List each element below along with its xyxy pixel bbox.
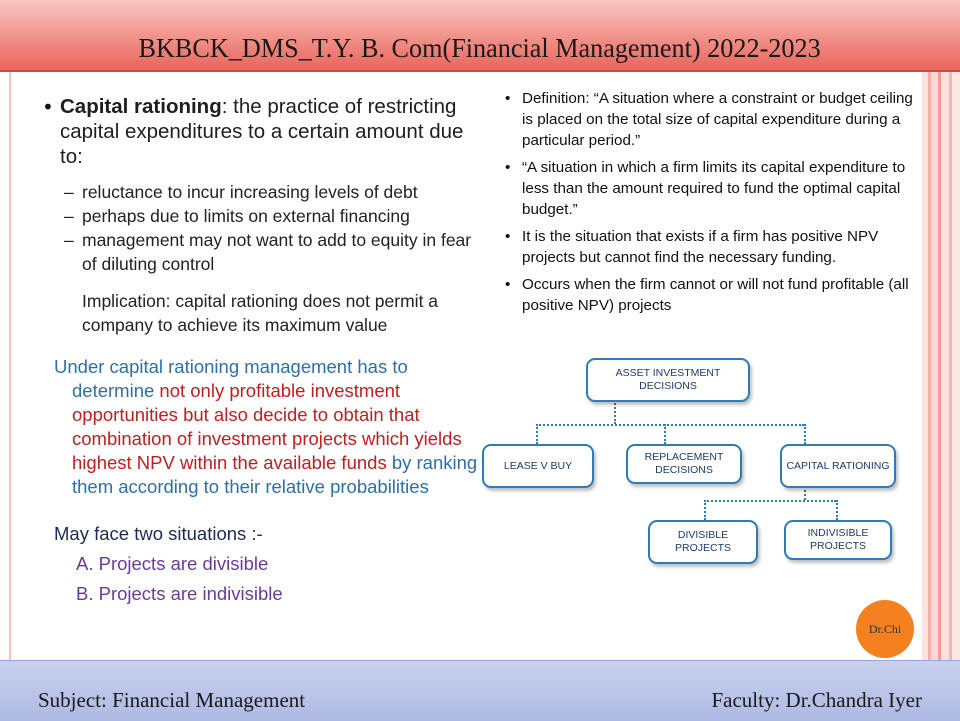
under-text-blue-3: by ranking them according to their relative probabilities [72,452,478,497]
reason-text: perhaps due to limits on external financing [82,206,410,226]
divisible-projects-node: DIVISIBLE PROJECTS [648,520,758,564]
connector-indivisible [836,500,838,520]
dash-marker: – [64,182,74,202]
slide-title-text: BKBCK_DMS_T.Y. B. Com(Financial Management) 2022-2023 [138,33,822,63]
definition-text: Occurs when the firm cannot or will not fund profitable (all positive NPV) projects [522,276,909,314]
connector-level2-bar [704,500,836,502]
footer-faculty: Faculty: Dr.Chandra Iyer [711,688,922,712]
bullet-marker: • [505,159,511,176]
list-item [64,204,484,228]
reason-text: reluctance to incur increasing levels of debt [82,182,418,202]
reason-text: management may not want to add to equity in fear of diluting control [82,230,472,274]
list-item [64,228,484,276]
reasons-list [64,180,484,276]
may-face-heading: May face two situations :- [54,523,263,544]
capital-rationing-term: Capital rationing [60,95,222,118]
dash-marker: – [64,230,74,250]
bullet-marker: • [505,228,511,245]
definition-text: It is the situation that exists if a firm has positive NPV projects but cannot find the necessary funding. [522,228,879,266]
implication-text: Implication: capital rationing does not permit a company to achieve its maximum value [82,291,439,335]
under-indent-block [54,379,479,499]
list-item [504,157,916,220]
situation-a: A. Projects are divisible [76,553,269,574]
under-capital-rationing-paragraph [54,355,479,499]
list-item [504,88,916,151]
capital-rationing-definition [60,94,480,169]
bullet-marker: • [505,276,511,293]
connector-lease [536,424,538,444]
list-item [504,226,916,268]
connector-capital [804,424,806,444]
definition-text: “A situation in which a firm limits its capital expenditure to less than the amount required to fund the optimal capital budget.” [522,159,906,218]
definition-text: Definition: “A situation where a constraint or budget ceiling is placed on the total size of capital expenditure during a particular period.” [522,90,913,149]
replacement-decisions-node: REPLACEMENT DECISIONS [626,444,742,484]
left-border-line [9,72,11,660]
decorative-stripes [922,72,960,660]
under-text-blue-2: determine [72,380,155,401]
connector-root-down [614,400,616,424]
bullet-marker: • [505,90,511,107]
dr-chi-badge: Dr.Chi [856,600,914,658]
connector-level1-bar [536,424,804,426]
indivisible-projects-node: INDIVISIBLE PROJECTS [784,520,892,560]
connector-capital-down [804,486,806,500]
situation-b: B. Projects are indivisible [76,583,283,604]
bullet-marker: • [42,95,54,119]
under-text-blue: Under capital rationing management has to [54,356,408,377]
investment-decisions-diagram [476,350,920,578]
dash-marker: – [64,206,74,226]
connector-divisible [704,500,706,520]
list-item [504,274,916,316]
capital-rationing-node: CAPITAL RATIONING [780,444,896,488]
slide-title [30,31,930,65]
capital-rationing-text: : the practice of restricting capital expenditures to a certain amount due to: [60,95,464,168]
footer-subject: Subject: Financial Management [38,688,306,712]
connector-replacement [664,424,666,444]
lease-v-buy-node: LEASE V BUY [482,444,594,488]
under-text-red: not only profitable investment opportunities but also decide to obtain that combination of investment projects which yields highest NPV within the available funds [72,380,462,473]
list-item [64,180,484,204]
asset-investment-decisions-node: ASSET INVESTMENT DECISIONS [586,358,750,402]
definitions-list [504,88,916,322]
